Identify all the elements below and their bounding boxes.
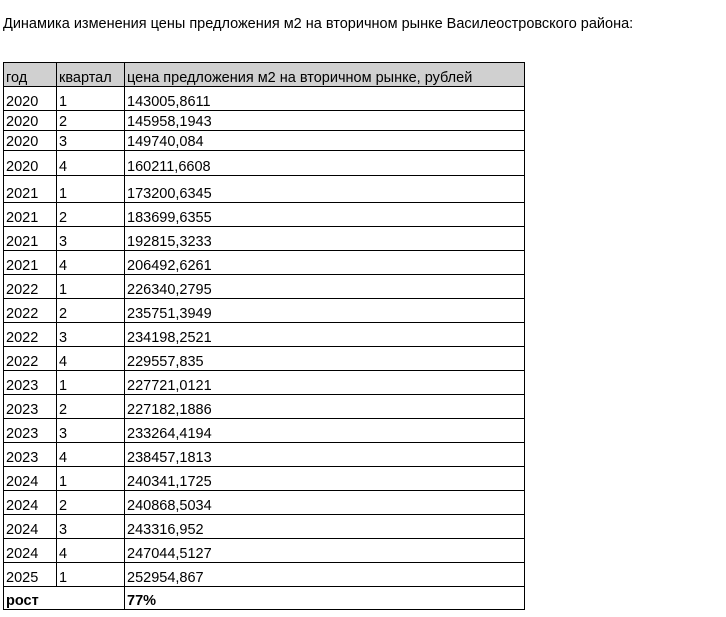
- price-cell: 145958,1943: [125, 111, 525, 131]
- header-year: год: [4, 63, 57, 87]
- price-cell: 235751,3949: [125, 299, 525, 323]
- quarter-cell: 1: [57, 87, 125, 111]
- quarter-cell: 3: [57, 515, 125, 539]
- table-row: [4, 539, 525, 563]
- table-row: [4, 563, 525, 587]
- table-row: [4, 515, 525, 539]
- year-cell: 2020: [4, 87, 57, 111]
- year-cell: 2020: [4, 151, 57, 176]
- table-row: [4, 203, 525, 227]
- table-row: [4, 299, 525, 323]
- total-value: 77%: [125, 587, 525, 610]
- table-row: [4, 395, 525, 419]
- price-cell: 238457,1813: [125, 443, 525, 467]
- document-title: Динамика изменения цены предложения м2 на вторичном рынке Василеостровского района:: [3, 16, 634, 32]
- quarter-cell: 2: [57, 203, 125, 227]
- price-cell: 226340,2795: [125, 275, 525, 299]
- table-row: [4, 419, 525, 443]
- year-cell: 2022: [4, 299, 57, 323]
- price-cell: 227721,0121: [125, 371, 525, 395]
- year-cell: 2023: [4, 419, 57, 443]
- year-cell: 2021: [4, 176, 57, 203]
- price-cell: 183699,6355: [125, 203, 525, 227]
- year-cell: 2024: [4, 515, 57, 539]
- price-cell: 234198,2521: [125, 323, 525, 347]
- year-cell: 2020: [4, 131, 57, 151]
- year-cell: 2021: [4, 251, 57, 275]
- table-row: [4, 227, 525, 251]
- price-cell: 233264,4194: [125, 419, 525, 443]
- price-table: [3, 62, 525, 610]
- quarter-cell: 4: [57, 539, 125, 563]
- table-header-row: [4, 63, 525, 87]
- price-cell: 240341,1725: [125, 467, 525, 491]
- price-cell: 252954,867: [125, 563, 525, 587]
- quarter-cell: 2: [57, 491, 125, 515]
- year-cell: 2022: [4, 323, 57, 347]
- year-cell: 2023: [4, 395, 57, 419]
- year-cell: 2021: [4, 203, 57, 227]
- price-cell: 173200,6345: [125, 176, 525, 203]
- year-cell: 2022: [4, 347, 57, 371]
- quarter-cell: 3: [57, 227, 125, 251]
- table-row: [4, 467, 525, 491]
- price-cell: 240868,5034: [125, 491, 525, 515]
- price-cell: 243316,952: [125, 515, 525, 539]
- quarter-cell: 4: [57, 251, 125, 275]
- quarter-cell: 4: [57, 151, 125, 176]
- quarter-cell: 1: [57, 176, 125, 203]
- table-row: [4, 275, 525, 299]
- year-cell: 2021: [4, 227, 57, 251]
- header-quarter: квартал: [57, 63, 125, 87]
- header-price: цена предложения м2 на вторичном рынке, рублей: [125, 63, 525, 87]
- table-row: [4, 111, 525, 131]
- quarter-cell: 1: [57, 563, 125, 587]
- table-row: [4, 347, 525, 371]
- year-cell: 2024: [4, 491, 57, 515]
- quarter-cell: 3: [57, 323, 125, 347]
- quarter-cell: 3: [57, 419, 125, 443]
- year-cell: 2024: [4, 467, 57, 491]
- table-row: [4, 443, 525, 467]
- price-cell: 143005,8611: [125, 87, 525, 111]
- price-cell: 206492,6261: [125, 251, 525, 275]
- table-row: [4, 491, 525, 515]
- price-cell: 192815,3233: [125, 227, 525, 251]
- quarter-cell: 2: [57, 395, 125, 419]
- price-cell: 227182,1886: [125, 395, 525, 419]
- table-row: [4, 151, 525, 176]
- table-row: [4, 176, 525, 203]
- year-cell: 2023: [4, 443, 57, 467]
- quarter-cell: 4: [57, 347, 125, 371]
- quarter-cell: 3: [57, 131, 125, 151]
- price-cell: 160211,6608: [125, 151, 525, 176]
- price-cell: 247044,5127: [125, 539, 525, 563]
- table-row: [4, 131, 525, 151]
- quarter-cell: 1: [57, 275, 125, 299]
- table-row: [4, 371, 525, 395]
- price-cell: 229557,835: [125, 347, 525, 371]
- quarter-cell: 1: [57, 467, 125, 491]
- total-row: [4, 587, 525, 610]
- table-row: [4, 251, 525, 275]
- year-cell: 2025: [4, 563, 57, 587]
- table-row: [4, 323, 525, 347]
- table-row: [4, 87, 525, 111]
- year-cell: 2023: [4, 371, 57, 395]
- price-cell: 149740,084: [125, 131, 525, 151]
- total-label: рост: [4, 587, 125, 610]
- quarter-cell: 1: [57, 371, 125, 395]
- year-cell: 2024: [4, 539, 57, 563]
- quarter-cell: 4: [57, 443, 125, 467]
- year-cell: 2022: [4, 275, 57, 299]
- quarter-cell: 2: [57, 111, 125, 131]
- year-cell: 2020: [4, 111, 57, 131]
- quarter-cell: 2: [57, 299, 125, 323]
